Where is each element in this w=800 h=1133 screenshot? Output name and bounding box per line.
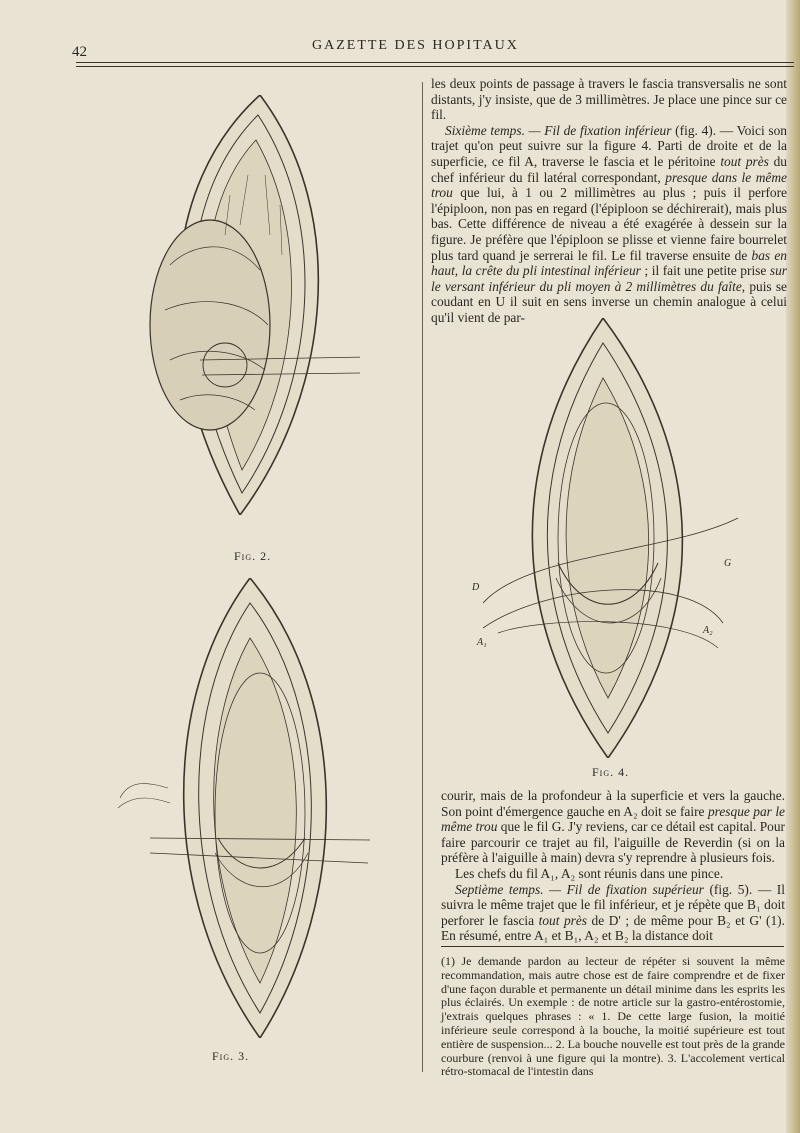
text-run: de D' ; de même pour B₂ et G' (1). En résumé, entre A₁ et B₁, A₂ et B₂ la distance doit xyxy=(441,912,785,944)
figure-4-letter-d: D xyxy=(472,582,480,593)
text-run-italic: bas en haut, la crête du pli intestinal inférieur xyxy=(431,247,788,279)
text-run: que lui, à 1 ou 2 millimètres au plus ; puis il perfore l'épiploon, non pas en regard (l'épiploon se déchirerait), mais plus bas. Cette différence de niveau a été exagérée à dessein sur la figure. Je préfère que l'épiploon se plisse et vienne faire bourrelet plus tard quand je serrerai le fil. Le fil traverse ensuite de xyxy=(431,185,787,263)
text-run-italic: sur le versant inférieur du pli moyen à 2 millimètres du faîte xyxy=(431,263,787,294)
figure-3-illustration xyxy=(110,578,370,1038)
text-run-italic: tout près xyxy=(720,153,769,169)
figure-4-illustration xyxy=(468,318,758,758)
figure-2-illustration xyxy=(130,95,360,515)
column-divider xyxy=(422,82,423,1072)
text-run-italic: presque par le même trou xyxy=(441,803,786,835)
article-text-top xyxy=(431,76,787,326)
figure-4-letter-a2: A₂ xyxy=(703,625,713,636)
article-text-bottom xyxy=(441,788,785,944)
header-rule-thin xyxy=(76,66,794,67)
header-rule xyxy=(76,62,794,63)
text-run: (fig. 5). — Il suivra le même trajet que le fil inférieur, et je répète que B₁ doit perforer le fascia xyxy=(441,881,785,928)
footnote-rule xyxy=(441,946,784,947)
text-run: du chef inférieur du fil latéral correspondant, xyxy=(431,153,787,185)
figure-4-letter-a1: A₁ xyxy=(477,637,487,648)
seventh-step-heading: Septième temps. — Fil de fixation supérieur xyxy=(455,881,704,897)
text-run: que le fil G. J'y reviens, car ce détail est capital. Pour faire parcourir ce trajet au fil, l'aiguille de Reverdin (si on la préfère à l'aiguille à main) devra s'y reprendre à plusieurs fois. xyxy=(441,819,786,866)
text-run: courir, mais de la profondeur à la superficie et vers la gauche. Son point d'émergence gauche en A₂ doit se faire xyxy=(441,788,785,819)
paragraph-sixth-step xyxy=(431,123,787,326)
figure-4-letter-g: G xyxy=(724,558,732,569)
sixth-step-heading: Sixième temps. — Fil de fixation inférieur xyxy=(445,122,672,138)
page-number: 42 xyxy=(72,44,87,60)
figure-4-caption: Fig. 4. xyxy=(592,765,630,779)
text-run: , puis se coudant en U il suit en sens inverse un chemin analogue à celui qu'il vient de par- xyxy=(431,278,787,325)
text-run-italic: presque dans le même trou xyxy=(431,169,787,201)
figure-2-caption: Fig. 2. xyxy=(234,549,272,563)
paragraph-continuation: les deux points de passage à travers le fascia transversalis ne sont distants, j'y insiste, que de 3 millimètres. Je place une pince sur ce fil. xyxy=(431,76,787,123)
page-edge xyxy=(786,0,800,1133)
text-run-italic: tout près xyxy=(538,912,588,928)
paragraph-continued xyxy=(441,788,785,866)
running-title: GAZETTE DES HOPITAUX xyxy=(312,38,519,53)
text-run: ; il fait une petite prise xyxy=(640,263,770,279)
text-run: (fig. 4). — Voici son trajet qu'on peut suivre sur la figure 4. Parti de droite et de la superficie, ce fil A, traverse le fascia et le péritoine xyxy=(431,122,788,169)
paragraph-seventh-step xyxy=(441,882,785,944)
paragraph-chefs: Les chefs du fil A₁, A₂ sont réunis dans une pince. xyxy=(455,865,724,881)
figure-3-caption: Fig. 3. xyxy=(212,1049,250,1063)
footnote: (1) Je demande pardon au lecteur de répéter si souvent la même recommandation, mais autre chose est de faire comprendre et de fixer d'une façon durable et permanente un détail minime dans les esprits les plus éclairés. Un exemple : de notre article sur la gastro-entérostomie, j'extrais quelques phrases : « 1. De cette large fusion, la moitié inférieure seule correspond à la bouche, la moitié supérieure est tout entière de suspension... 2. La bouche nouvelle est tout près de la grande courbure (renvoi à une figure qui la montre). 3. L'accolement vertical rétro-stomacal de l'intestin dans xyxy=(441,954,785,1079)
